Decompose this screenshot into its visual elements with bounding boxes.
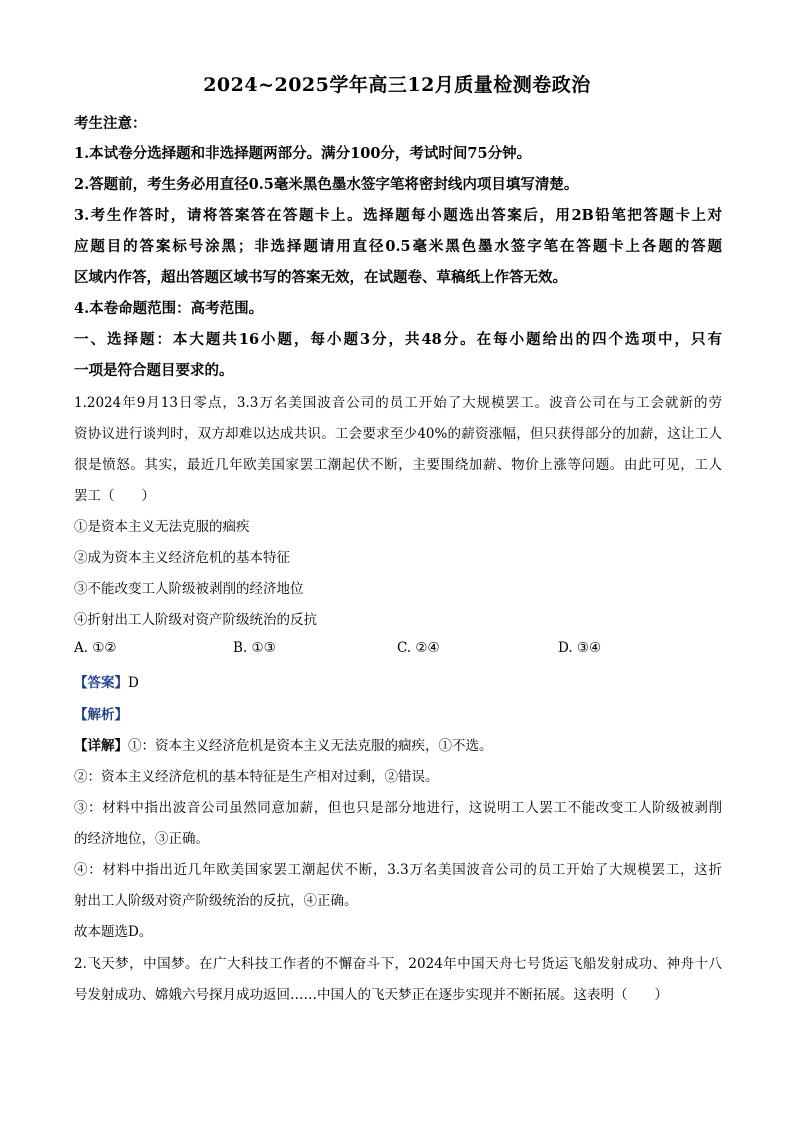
notice-item: 1.本试卷分选择题和非选择题两部分。满分100分，考试时间75分钟。	[74, 145, 532, 162]
detail-text: 故本题选D。	[74, 924, 153, 940]
question-stem: 很是愤怒。其实，最近几年欧美国家罢工潮起伏不断，主要围绕加薪、物价上涨等问题。由此可见，工人	[74, 457, 722, 473]
detail-text: ①：资本主义经济危机是资本主义无法克服的痼疾，①不选。	[128, 738, 493, 754]
detail-text: 的经济地位，③正确。	[74, 831, 209, 847]
detail-text: 射出工人阶级对资产阶级统治的反抗，④正确。	[74, 893, 358, 909]
analysis-tag: 【解析】	[74, 707, 128, 723]
notice-item: 3.考生作答时，请将答案答在答题卡上。选择题每小题选出答案后，用2B铅笔把答题卡上对	[74, 207, 722, 224]
notice-heading: 考生注意：	[74, 115, 147, 132]
option-a: A. ①②	[74, 640, 117, 656]
question-stem: 1.2024年9月13日零点，3.3万名美国波音公司的员工开始了大规模罢工。波音公司在与工会就新的劳	[74, 395, 722, 411]
detail-text: ②：资本主义经济危机的基本特征是生产相对过剩，②错误。	[74, 769, 439, 785]
option-c: C. ②④	[397, 640, 440, 656]
notice-item: 应题目的答案标号涂黑；非选择题请用直径0.5毫米黑色墨水签字笔在答题卡上各题的答题	[74, 238, 722, 255]
analysis-line	[74, 703, 128, 723]
answer-value: D	[128, 675, 139, 691]
statement: ②成为资本主义经济危机的基本特征	[74, 550, 290, 566]
statement: ③不能改变工人阶级被剥削的经济地位	[74, 581, 304, 597]
notice-item: 2.答题前，考生务必用直径0.5毫米黑色墨水签字笔将密封线内项目填写清楚。	[74, 176, 579, 193]
section-heading: 一、选择题：本大题共16小题，每小题3分，共48分。在每小题给出的四个选项中，只有	[74, 331, 722, 348]
notice-item: 4.本卷命题范围：高考范围。	[74, 300, 264, 317]
question-stem: 资协议进行谈判时，双方却难以达成共识。工会要求至少40%的薪资涨幅，但只获得部分的加薪，这让工人	[74, 426, 722, 442]
statement: ④折射出工人阶级对资产阶级统治的反抗	[74, 612, 317, 628]
answer-tag: 【答案】	[74, 675, 128, 691]
detail-line	[74, 734, 493, 754]
question-stem: 罢工（ ）	[74, 488, 155, 504]
detail-tag: 【详解】	[74, 738, 128, 754]
section-heading-cont: 一项是符合题目要求的。	[74, 362, 234, 379]
option-d: D. ③④	[558, 640, 602, 656]
question-stem: 号发射成功、嫦娥六号探月成功返回……中国人的飞天梦正在逐步实现并不断拓展。这表明（ ）	[74, 987, 668, 1003]
detail-text: ③：材料中指出波音公司虽然同意加薪，但也只是部分地进行，这说明工人罢工不能改变工人阶级被剥削	[74, 800, 722, 816]
option-b: B. ①③	[233, 640, 276, 656]
statement: ①是资本主义无法克服的痼疾	[74, 519, 250, 535]
detail-text: ④：材料中指出近几年欧美国家罢工潮起伏不断，3.3万名美国波音公司的员工开始了大规模罢工，这折	[74, 862, 722, 878]
notice-item: 区域内作答，超出答题区域书写的答案无效，在试题卷、草稿纸上作答无效。	[74, 269, 567, 286]
answer-line	[74, 671, 139, 691]
page-title: 2024~2025学年高三12月质量检测卷政治	[203, 74, 591, 96]
question-stem: 2.飞天梦，中国梦。在广大科技工作者的不懈奋斗下，2024年中国天舟七号货运飞船发射成功、神舟十八	[74, 956, 722, 972]
